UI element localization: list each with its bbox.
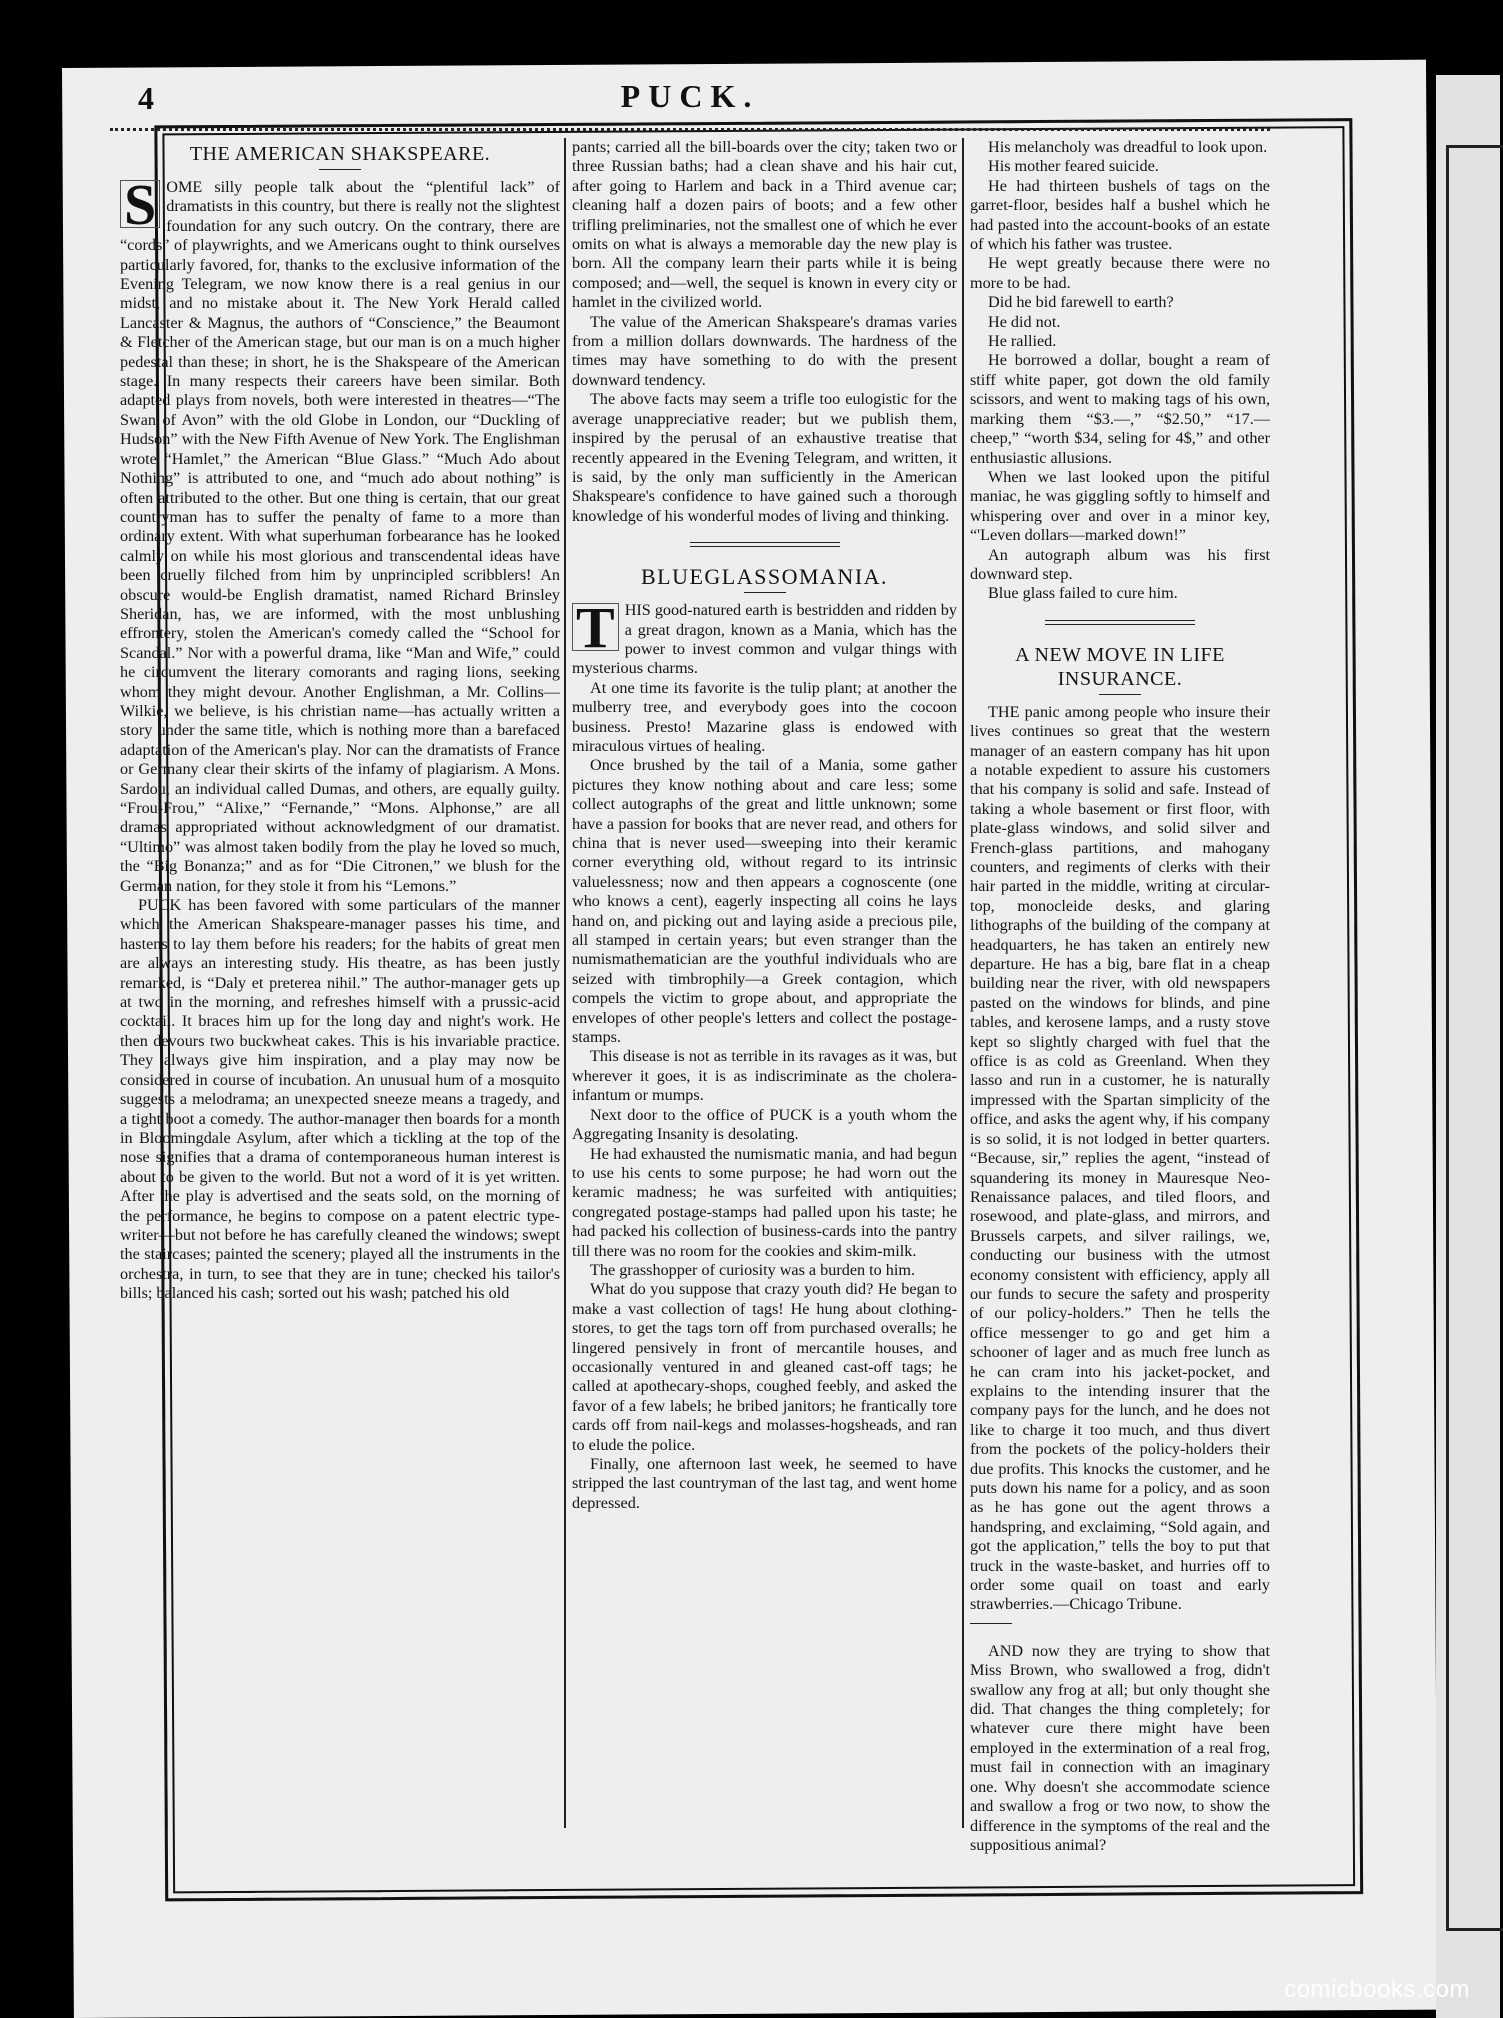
article-paragraph: The value of the American Shakspeare's dramas varies from a million dollars downwards. The hardness of the times may have something to do with the present downward tendency. [572,312,957,389]
article-title-life-insurance: A NEW MOVE IN LIFE INSURANCE. [1015,643,1225,690]
adjacent-page-edge [1436,75,1500,2018]
article-title-blueglassomania: BLUEGLASSOMANIA. [640,564,889,590]
column-2 [572,138,957,1828]
article-paragraph: He had exhausted the numismatic mania, and had begun to use his cents to some purpose; he had worn out the keramic madness; he was surfeited with antiquities; congregated postage-stamps had palled upon his taste; he had packed his collection of business-cards into the pantry till there was no room for the cookies and skim-milk. [572,1144,957,1260]
article-paragraph: Finally, one afternoon last week, he seemed to have stripped the last countryman of the last tag, and went home depressed. [572,1455,957,1512]
article-paragraph: pants; carried all the bill-boards over the city; taken two or three Russian baths; had a clean shave and his hair cut, after going to Harlem and back in a Third avenue car; cleaning half a dozen pairs of boots; and a few other trifling preliminaries, not the smallest one of which he ever omits on what is always a memorable day the new play is born. All the company learn their parts while it is being composed; and—well, the sequel is known in every city or hamlet in the civilized world. [572,138,957,312]
article-paragraph: When we last looked upon the pitiful maniac, he was giggling softly to himself and whispering over and over in a minor key, “'Leven dollars—marked down!” [970,467,1270,545]
article-paragraph: Once brushed by the tail of a Mania, some gather pictures they know nothing about and care less; some collect autographs of the great and little unknown; some have a passion for books that are never read, and others for china that is never used—sweeping into their keramic corner everything old, without regard to its intrinsic valuelessness; now and then appears a cognoscente (one who knows a cent), eagerly inspecting all coins he lays hand on, and picking out and laying aside a precious pile, all stamped in certain years; but even stranger than the numismathematician are the youthful individuals who are seized with timbrophily—a Greek contagion, which compels the victim to grope about, and appropriate the envelopes of other people's letters and collect the postage-stamps. [572,756,957,1047]
column-1 [120,138,560,1828]
column-divider-2 [962,138,964,1828]
article-paragraph: An autograph album was his first downward step. [970,545,1270,583]
title-rule [744,592,786,593]
article-paragraph: The above facts may seem a trifle too eulogistic for the average unappreciative reader; but we publish them, inspired by the perusal of an exhaustive treatise that recently appeared in the Evening Telegram, and written, it is said, by the only man sufficiently in the American Shakspeare's confidence to have gained such a thorough knowledge of his wonderful modes of living and thinking. [572,390,957,525]
title-rule [319,169,361,170]
article-paragraph: He did not. [988,312,1061,331]
masthead-title: PUCK. [620,78,760,114]
article-paragraph: What do you suppose that crazy youth did? He began to make a vast collection of tags! He hung about clothing-stores, to get the tags torn off from purchased overalls; he lingered pensively in front of mercantile houses, and occasionally ventured in and gleaned cast-off tags; he called at apothecary-shops, coughed feebly, and asked the favor of a few labels; he bribed janitors; he frantically tore cards off from nail-kegs and molasses-hogsheads, and ran to elude the police. [572,1280,957,1454]
page-header [110,78,1270,124]
article-paragraph: Next door to the office of PUCK is a youth whom the Aggregating Insanity is desolating. [572,1105,957,1144]
article-paragraph: His mother feared suicide. [988,157,1159,176]
column-divider-1 [564,138,566,1828]
article-paragraph: Did he bid farewell to earth? [988,293,1174,312]
article-paragraph: He had thirteen bushels of tags on the garret-floor, besides half a bushel which he had pasted into the account-books of an estate of which his father was trustee. [970,176,1270,254]
site-watermark: comicbooks.com [1284,1976,1470,2003]
article-paragraph: His melancholy was dreadful to look upon. [988,138,1268,156]
page-number: 4 [138,80,154,116]
article-paragraph: He rallied. [988,332,1057,351]
article-paragraph: PUCK has been favored with some particulars of the manner which the American Shakspeare-manager passes his time, and hastens to lay them before his readers; for the habits of great men are always an interesting study. His theatre, as has been justly remarked, is “Daly et preterea nihil.” The author-manager gets up at two in the morning, and refreshes himself with a prussic-acid cocktail. It braces him up for the long day and night's work. He then devours two buckwheat cakes. This is his invariable practice. They always give him inspiration, and a play may now be considered in course of incubation. An unusual hum of a mosquito suggests a melodrama; an unexpected sneeze means a tragedy, and a tight boot a comedy. The author-manager then boards for a month in Bloomingdale Asylum, after which a tickling at the top of the nose signifies that a drama of contemporaneous human interest is about to be given to the world. But not a word of it is yet written. After the play is advertised and the seats sold, on the morning of the performance, he begins to compose on a patent electric type-writer—but not before he has carefully cleaned the windows; swept the staircases; painted the scenery; played all the instruments in the orchestra, in turn, to see that they are in tune; checked his tailor's bills; balanced his cash; sorted out his wash; patched his old [120,896,560,1303]
section-rule [970,1623,1012,1624]
article-paragraph: He borrowed a dollar, bought a ream of stiff white paper, got down the old family scissors, and went to making tags of his own, marking them “$3.—,” “$2.50,” “17.— cheep,” “worth $34, seling for 4$,” and other enthusiastic allusions. [970,351,1270,467]
title-rule [1099,694,1141,695]
article-paragraph: This disease is not as terrible in its ravages as it was, but wherever it goes, it is as indiscriminate as the cholera-infantum or mumps. [572,1047,957,1105]
article-paragraph: He wept greatly because there were no more to be had. [970,254,1270,292]
article-paragraph: At one time its favorite is the tulip plant; at another the mulberry tree, and everybody goes into the cocoon business. Presto! Mazarine glass is endowed with miraculous virtues of healing. [572,678,957,755]
article-paragraph: S OME silly people talk about the “plentiful lack” of dramatists in this country, but there is really not the slightest foundation for any such outcry. On the contrary, there are “cords” of playwrights, and we Americans ought to think ourselves particularly favored, for, thanks to the exclusive information of the Evening Telegram, we now know there is a real genius in our midst, and no mistake about it. The New York Herald called Lancaster & Magnus, the authors of “Conscience,” the Beaumont & Fletcher of the American stage, but our man is on a much higher pedestal than these; in short, he is the Shakspeare of the American stage. In many respects their careers have been similar. Both adapted plays from novels, both were interested in theatres—“The Swan of Avon” with the old Globe in London, our “Duckling of Hudson” with the New Fifth Avenue of New York. The Englishman wrote “Hamlet,” the American “Blue Glass.” “Much Ado about Nothing” is attributed to one, and “much ado about nothing” is often attributed to the other. But one thing is certain, that our great countryman has to suffer the penalty of fame to a more than ordinary extent. With what superhuman forbearance has he looked calmly on while his most glorious and transcendental ideas have been cruelly filched from him by unprincipled scribblers! An obscure would-be English dramatist, named Richard Brinsley Sheridan, has, we are informed, with the most unblushing effrontery, stolen the American's comedy called the “School for Scandal.” Nor with a powerful drama, like “Man and Wife,” could he circumvent the literary comorants and raging lions, seeking whom they might devour. Another Englishman, a Mr. Collins—Wilkie, we believe, is his christian name—has actually written a story under the same title, which is nothing more than a barefaced adaptation of the American's play. Nor can the dramatists of France or Germany clear their skirts of the infamy of plagiarism. A Mons. Sardou, an individual called Dumas, and others, are equally guilty. “Frou-Frou,” “Alixe,” “Fernande,” “Mons. Alphonse,” are all dramas appropriated without acknowledgment of our dramatist. “Ultimo” was almost taken bodily from the play he loved so much, the “Big Bonanza;” and as for “Die Citronen,” we blush for the German nation, for they stole it from his “Lemons.” [120,172,560,895]
header-rule [110,128,1270,131]
article-paragraph: The grasshopper of curiosity was a burden to him. [590,1260,916,1279]
article-paragraph: THE panic among people who insure their lives continues so great that the western manager of an eastern company has hit upon a notable expedient to assure his customers that his company is solid and safe. Instead of taking a whole basement or first floor, with plate-glass windows, and solid silver and French-glass partitions, and mahogany counters, and regiments of clerks with their hair parted in the middle, writing at circular-top, monocleide desks, and glaring lithographs of the building of the company at headquarters, he has taken an entirely new departure. He has a big, bare flat in a cheap building near the river, with old newspapers pasted on the windows for blinds, and pine tables, and kerosene lamps, and a rusty stove kept so slightly charged with fuel that the office is as cold as Greenland. When they lasso and run in a customer, he is naturally impressed with the Spartan simplicity of the office, and asks the agent why, if his company is so solid, it is not lodged in better quarters. “Because, sir,” replies the agent, “instead of squandering its money in Mauresque Neo-Renaissance palaces, and tiled floors, and rosewood, and plate-glass, and mirrors, and Brussels carpets, and silver railings, we, conducting our business with the utmost economy consistent with efficiency, apply all our funds to secure the safety and prosperity of our policy-holders.” Then he tells the office messenger to go and get him a schooner of lager and as much free lunch as he can cram into his jacket-pocket, and explains to the intending insurer that the company pays for the lunch, and he does not like to charge it too much, and thus divert from the pockets of the policy-holders their due profits. This knocks the customer, and he puts down his name for a policy, and as soon as he has gone out the agent throws a handspring, and exclaiming, “Sold again, and got the application,” tells the boy to put that truck in the waste-basket, and hurries off to order some quail on toast and early strawberries.—Chicago Tribune. [970,702,1270,1614]
article-paragraph: Blue glass failed to cure him. [988,584,1178,603]
dropcap: T [572,603,619,651]
article-paragraph: T HIS good-natured earth is bestridden and ridden by a great dragon, known as a Mania, which has the power to invest common and vulgar things with mysterious charms. [572,595,957,678]
dropcap: S [120,180,160,228]
section-double-rule [1045,620,1195,625]
section-double-rule [690,542,840,547]
article-title-american-shakspeare: THE AMERICAN SHAKSPEARE. [189,143,491,165]
column-3 [970,138,1270,1854]
article-paragraph: AND now they are trying to show that Miss Brown, who swallowed a frog, didn't swallow any frog at all; but only thought she did. That changes the thing completely; for whatever cure there might have been employed in the extermination of a real frog, must fail in connection with an imaginary one. Why doesn't she accommodate science and swallow a frog or two now, to show the difference in the symptoms of the real and the suppositious animal? [970,1641,1270,1854]
